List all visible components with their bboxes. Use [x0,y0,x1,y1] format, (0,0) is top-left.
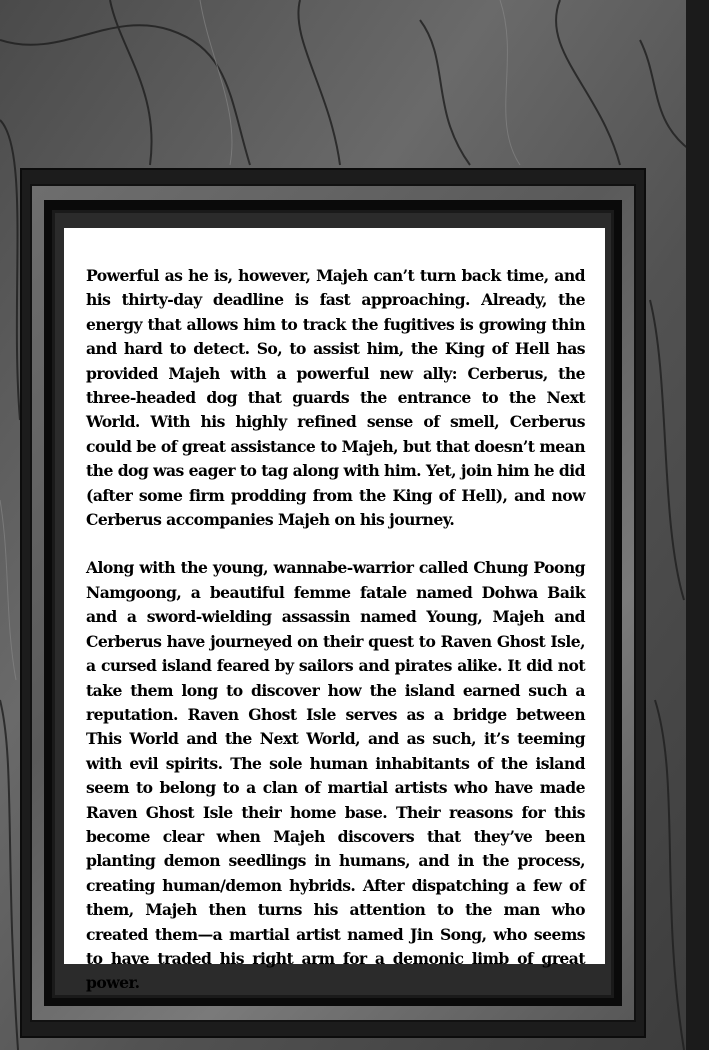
paragraph-1: Powerful as he is, however, Majeh can’t turn back time, and his thirty-day deadline is fast approaching. Already, the energy that allows him to track the fugitives is growing thin and hard to detect. So, to assist him, the King of Hell has provided Majeh with a powerful new ally: Cerberus, the three-headed dog that guards the entrance to the Next World. With his highly refined sense of smell, Cerberus could be of great assistance to Majeh, but that doesn’t mean the dog was eager to tag along with him. Yet, join him he did (after some firm prodding from the King of Hell), and now Cerberus accompanies Majeh on his journey. [86,266,586,530]
right-edge-shadow [686,0,709,1050]
paragraph-2: Along with the young, wannabe-warrior called Chung Poong Namgoong, a beautiful femme fatale named Dohwa Baik and a sword-wielding assassin named Young, Majeh and Cerberus have journeyed on their quest to Raven Ghost Isle, a cursed island feared by sailors and pirates alike. It did not take them long to discover how the island earned such a reputation. Raven Ghost Isle serves as a bridge between This World and the Next World, and as such, it’s teeming with evil spirits. The sole human inhabitants of the island seem to belong to a clan of martial artists who have made Raven Ghost Isle their home base. Their reasons for this become clear when Majeh discovers that they’ve been planting demon seedlings in humans, and in the process, creating human/demon hybrids. After dispatching a few of them, Majeh then turns his attention to the man who created them—a martial artist named Jin Song, who seems to have traded his right arm for a demonic limb of great power. [86,558,585,993]
text-panel [64,228,605,993]
